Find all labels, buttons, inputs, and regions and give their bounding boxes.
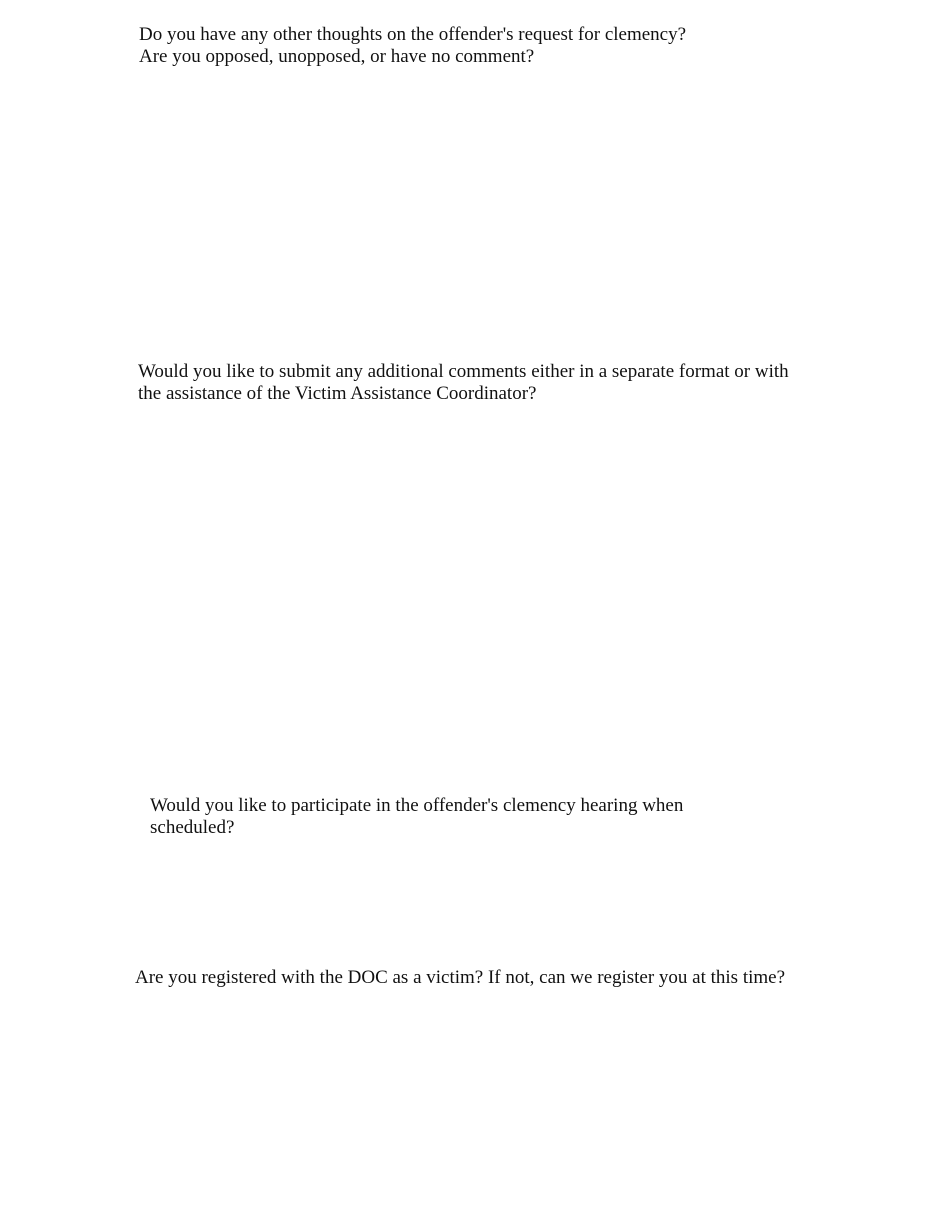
question-clemency-thoughts <box>139 24 686 68</box>
question-line: Would you like to participate in the offender's clemency hearing when <box>150 795 684 816</box>
question-line: scheduled? <box>150 817 235 838</box>
question-participate-hearing <box>150 795 683 839</box>
question-line: Are you registered with the DOC as a victim? If not, can we register you at this time? <box>135 967 786 988</box>
question-line: Are you opposed, unopposed, or have no comment? <box>139 46 535 67</box>
question-line: Would you like to submit any additional comments either in a separate format or with <box>138 361 789 382</box>
question-line: Do you have any other thoughts on the offender's request for clemency? <box>139 24 687 45</box>
question-line: the assistance of the Victim Assistance Coordinator? <box>138 383 537 404</box>
question-additional-comments <box>138 361 789 405</box>
question-doc-registration <box>135 967 785 989</box>
